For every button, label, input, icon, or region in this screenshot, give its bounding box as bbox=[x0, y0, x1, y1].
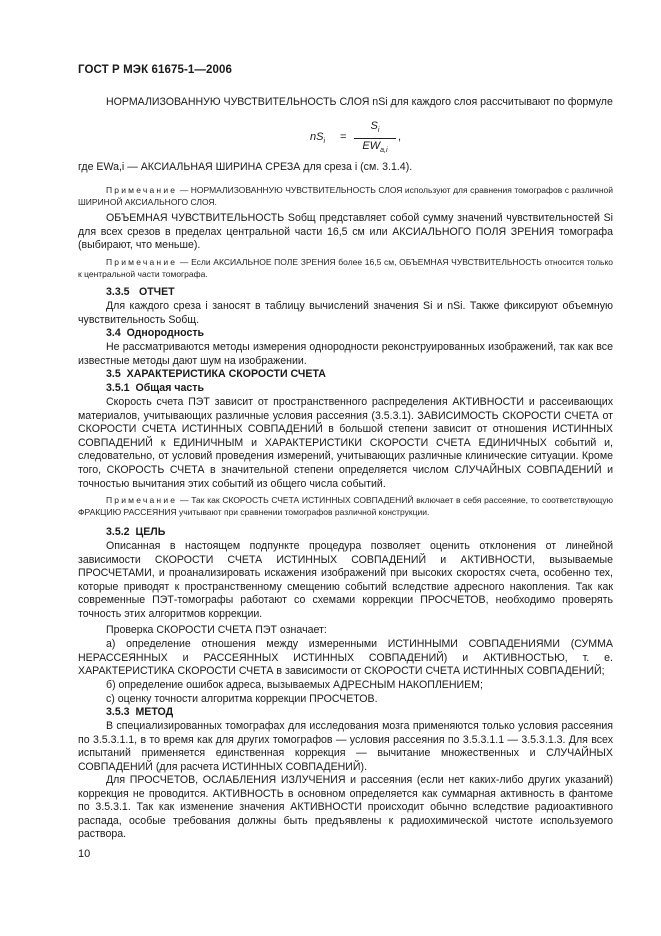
heading-3-4: 3.4 Однородность bbox=[106, 327, 205, 339]
heading-3-3-5: 3.3.5 ОТЧЕТ bbox=[106, 286, 175, 298]
paragraph-normalized-sensitivity: НОРМАЛИЗОВАННУЮ ЧУВСТВИТЕЛЬНОСТЬ СЛОЯ nSi для каждого слоя рассчитывают по формуле bbox=[106, 96, 613, 108]
paragraph-check: Проверка СКОРОСТИ СЧЕТА ПЭТ означает: bbox=[106, 624, 327, 636]
list-item-a: а) определение отношения между измеренными ИСТИННЫМИ СОВПАДЕНИЯМИ (СУММА НЕРАССЕЯННЫХ и РАССЕЯННЫХ ИСТИННЫХ СОВПАДЕНИЙ) и АКТИВНОСТЬЮ, т. е. ХАРАКТЕРИСТИКА СКОРОСТИ СЧЕТА в зависимости от СКОРОСТИ СЧЕТА ИСТИННЫХ СОВПАДЕНИЙ; bbox=[78, 638, 613, 678]
paragraph-corrections: Для ПРОСЧЕТОВ, ОСЛАБЛЕНИЯ ИЗЛУЧЕНИЯ и рассеяния (если нет каких-либо других указаний) коррекция не проводится. АКТИВНОСТЬ в основном определяется как суммарная активность в фантоме по 3.5.3.1. Так как изменение значения АКТИВНОСТИ происходит обычно вследствие радиоактивного распада, особые требования должны быть предъявлены к радиохимической чистоте используемого раствора. bbox=[78, 774, 613, 841]
heading-3-5: 3.5 ХАРАКТЕРИСТИКА СКОРОСТИ СЧЕТА bbox=[106, 368, 326, 380]
paragraph-method: В специализированных томографах для исследования мозга применяются только условия рассеяния по 3.5.3.1.1, в то время как для других томографов — условия рассеяния по 3.5.3.1.1 — 3.5.3.1.3. Для всех испытаний применяется единственная коррекция — вычитание множественных и СЛУЧАЙНЫХ СОВПАДЕНИЙ (для расчета ИСТИННЫХ СОВПАДЕНИЙ). bbox=[78, 720, 613, 773]
paragraph-report: Для каждого среза i заносят в таблицу вычислений значения Si и nSi. Также фиксируют объемную чувствительность Sобщ. bbox=[78, 300, 613, 326]
note-label: Примечание bbox=[106, 185, 178, 195]
note-3: Примечание — Так как СКОРОСТЬ СЧЕТА ИСТИННЫХ СОВПАДЕНИЙ включает в себя рассеяние, то соответствующую ФРАКЦИЮ РАССЕЯНИЯ учитывают при сравнении томографов различной конструкции. bbox=[78, 495, 613, 518]
paragraph-purpose: Описанная в настоящем подпункте процедура позволяет оценить отклонения от линейной зависимости СКОРОСТИ СЧЕТА ИСТИННЫХ СОВПАДЕНИЙ и АКТИВНОСТИ, вызываемые ПРОСЧЕТАМИ, и проанализировать искажения изображений при высоких скоростях счета, особенно тех, которые приводят к пространственному смещению событий вследствие адресного накопления. Так как современные ПЭТ-томографы работают со схемами коррекции ПРОСЧЕТОВ, необходимо проверять точность этих алгоритмов коррекции. bbox=[78, 540, 613, 620]
note-label: Примечание bbox=[106, 257, 178, 267]
paragraph-uniformity: Не рассматриваются методы измерения однородности реконструированных изображений, так как все известные методы дают шум на изображении. bbox=[78, 341, 613, 367]
formula-equals: = bbox=[340, 131, 347, 143]
list-item-c: с) оценку точности алгоритма коррекции ПРОСЧЕТОВ. bbox=[106, 693, 378, 705]
heading-3-5-1: 3.5.1 Общая часть bbox=[106, 382, 204, 394]
paragraph-volume-sensitivity: ОБЪЕМНАЯ ЧУВСТВИТЕЛЬНОСТЬ Sобщ представляет собой сумму значений чувствительностей Si для всех срезов в пределах центральной части 16,5 см или АКСИАЛЬНОГО ПОЛЯ ЗРЕНИЯ томографа (выбирают, что меньше). bbox=[78, 212, 613, 252]
note-label: Примечание bbox=[106, 495, 178, 505]
heading-3-5-2: 3.5.2 ЦЕЛЬ bbox=[106, 526, 166, 538]
paragraph-where: где EWa,i — АКСИАЛЬНАЯ ШИРИНА СРЕЗА для среза i (см. 3.1.4). bbox=[78, 161, 413, 173]
formula-fraction bbox=[354, 120, 396, 157]
paragraph-general: Скорость счета ПЭТ зависит от пространственного распределения АКТИВНОСТИ и рассеивающих материалов, учитывающих различные условия рассеяния (3.5.3.1). ЗАВИСИМОСТЬ СКОРОСТИ СЧЕТА от СКОРОСТИ СЧЕТА ИСТИННЫХ СОВПАДЕНИЙ в большой степени зависит от отношения ИСТИННЫХ СОВПАДЕНИЙ к ЕДИНИЧНЫМ и ХАРАКТЕРИСТИКИ СКОРОСТИ СЧЕТА ЕДИНИЧНЫХ событий и, следовательно, от условий проведения измерений, учитывающих различные клинические ситуации. Кроме того, СКОРОСТЬ СЧЕТА в значительной степени определяется числом СЛУЧАЙНЫХ СОВПАДЕНИЙ и точностью вычитания этих событий из общего числа событий. bbox=[78, 396, 613, 490]
formula-comma: , bbox=[398, 131, 402, 143]
page-number: 10 bbox=[78, 848, 91, 860]
formula-denominator: $EW_{a,i}$ bbox=[362, 140, 388, 155]
list-item-b: б) определение ошибок адреса, вызываемых АДРЕСНЫМ НАКОПЛЕНИЕМ; bbox=[106, 679, 483, 691]
formula-numerator: $S_i$ bbox=[370, 120, 380, 135]
formula bbox=[310, 120, 430, 158]
heading-3-5-3: 3.5.3 МЕТОД bbox=[106, 706, 174, 718]
note-1: Примечание — НОРМАЛИЗОВАННУЮ ЧУВСТВИТЕЛЬНОСТЬ СЛОЯ используют для сравнения томографов с различной ШИРИНОЙ АКСИАЛЬНОГО СЛОЯ. bbox=[78, 185, 613, 208]
formula-lhs: $nS_i$ bbox=[310, 131, 326, 146]
page-header: ГОСТ Р МЭК 61675-1—2006 bbox=[78, 64, 232, 76]
note-2: Примечание — Если АКСИАЛЬНОЕ ПОЛЕ ЗРЕНИЯ более 16,5 см, ОБЪЕМНАЯ ЧУВСТВИТЕЛЬНОСТЬ относится только к центральной части томографа. bbox=[78, 257, 613, 280]
